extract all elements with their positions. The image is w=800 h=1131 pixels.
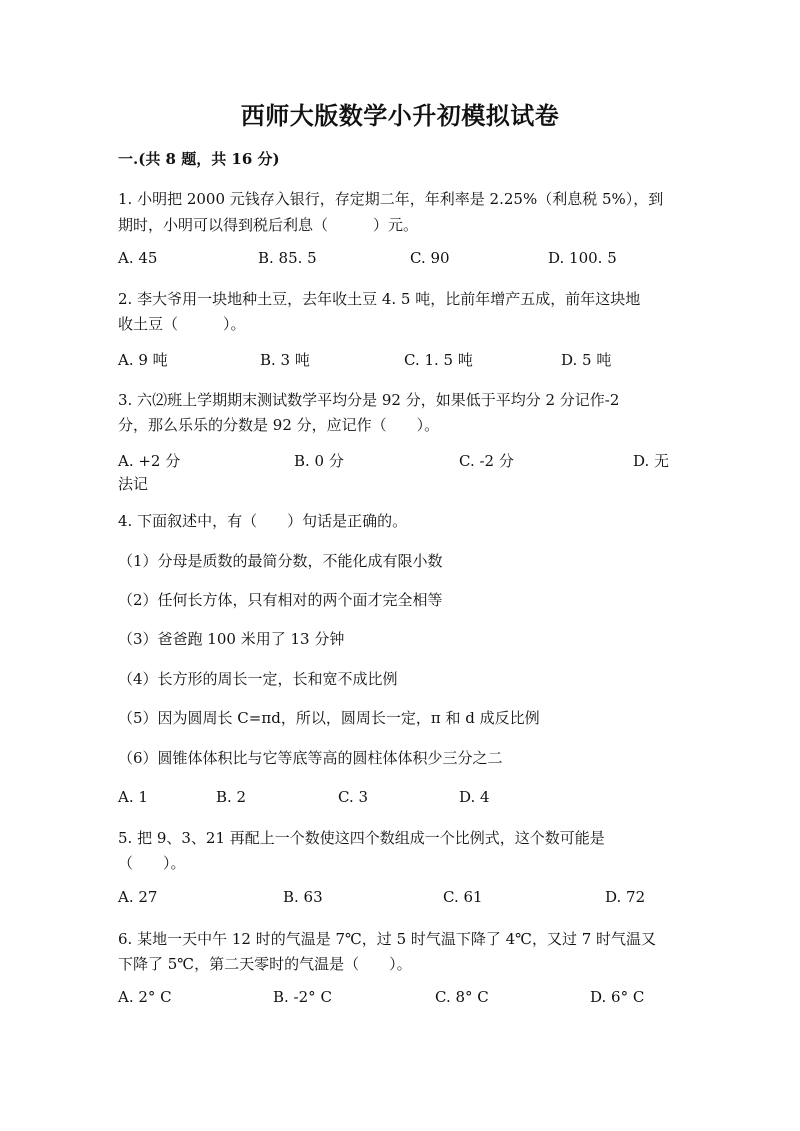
page-title: 西师大版数学小升初模拟试卷 xyxy=(240,101,560,130)
question-3-option-d-wrap: 法记 xyxy=(118,475,149,493)
section-heading: 一.(共 8 题，共 16 分) xyxy=(118,150,280,168)
question-6-option-b: B. -2° C xyxy=(273,988,332,1006)
question-6-line-2: 下降了 5℃，第二天零时的气温是（ ）。 xyxy=(118,955,412,973)
question-3-line-1: 3. 六⑵班上学期期末测试数学平均分是 92 分，如果低于平均分 2 分记作-2 xyxy=(118,391,620,409)
question-5-option-b: B. 63 xyxy=(283,888,323,906)
question-4-statement-3: （3）爸爸跑 100 米用了 13 分钟 xyxy=(118,630,345,648)
question-5-option-a: A. 27 xyxy=(118,888,158,906)
question-4-option-c: C. 3 xyxy=(338,788,369,806)
question-6-option-c: C. 8° C xyxy=(435,988,489,1006)
question-4-statement-2: （2）任何长方体，只有相对的两个面才完全相等 xyxy=(118,591,443,609)
question-4-statement-1: （1）分母是质数的最简分数，不能化成有限小数 xyxy=(118,552,443,570)
question-2-line-1: 2. 李大爷用一块地种土豆，去年收土豆 4. 5 吨，比前年增产五成，前年这块地 xyxy=(118,290,641,308)
question-5-line-1: 5. 把 9、3、21 再配上一个数使这四个数组成一个比例式，这个数可能是 xyxy=(118,829,605,847)
question-6-option-a: A. 2° C xyxy=(118,988,172,1006)
question-3-option-b: B. 0 分 xyxy=(294,452,344,470)
question-5-option-d: D. 72 xyxy=(605,888,646,906)
question-2-option-a: A. 9 吨 xyxy=(118,351,168,369)
question-4-option-a: A. 1 xyxy=(118,788,148,806)
question-1-option-a: A. 45 xyxy=(118,249,158,267)
question-1-option-c: C. 90 xyxy=(410,249,450,267)
question-1-option-b: B. 85. 5 xyxy=(258,249,317,267)
question-2-option-d: D. 5 吨 xyxy=(561,351,612,369)
question-2-option-b: B. 3 吨 xyxy=(260,351,310,369)
question-6-option-d: D. 6° C xyxy=(590,988,645,1006)
question-4-statement-6: （6）圆锥体体积比与它等底等高的圆柱体体积少三分之二 xyxy=(118,749,503,767)
question-4-option-b: B. 2 xyxy=(216,788,247,806)
question-4-line-1: 4. 下面叙述中，有（ ）句话是正确的。 xyxy=(118,512,408,530)
question-5-line-2: （ ）。 xyxy=(118,854,186,872)
question-1-option-d: D. 100. 5 xyxy=(548,249,617,267)
question-3-line-2: 分，那么乐乐的分数是 92 分，应记作（ ）。 xyxy=(118,416,440,434)
question-2-line-2: 收土豆（ ）。 xyxy=(118,315,246,333)
question-4-statement-5: （5）因为圆周长 C=πd，所以，圆周长一定，π 和 d 成反比例 xyxy=(118,709,540,727)
question-1-line-2: 期时，小明可以得到税后利息（ ）元。 xyxy=(118,216,419,234)
question-6-line-1: 6. 某地一天中午 12 时的气温是 7℃，过 5 时气温下降了 4℃，又过 7 时气温又 xyxy=(118,930,657,948)
question-4-option-d: D. 4 xyxy=(459,788,490,806)
question-3-option-d: D. 无 xyxy=(633,452,670,470)
question-1-line-1: 1. 小明把 2000 元钱存入银行，存定期二年，年利率是 2.25%（利息税 5%），到 xyxy=(118,190,664,208)
question-2-option-c: C. 1. 5 吨 xyxy=(404,351,473,369)
question-3-option-a: A. +2 分 xyxy=(118,452,181,470)
question-4-statement-4: （4）长方形的周长一定，长和宽不成比例 xyxy=(118,670,398,688)
question-3-option-c: C. -2 分 xyxy=(459,452,514,470)
question-5-option-c: C. 61 xyxy=(443,888,483,906)
